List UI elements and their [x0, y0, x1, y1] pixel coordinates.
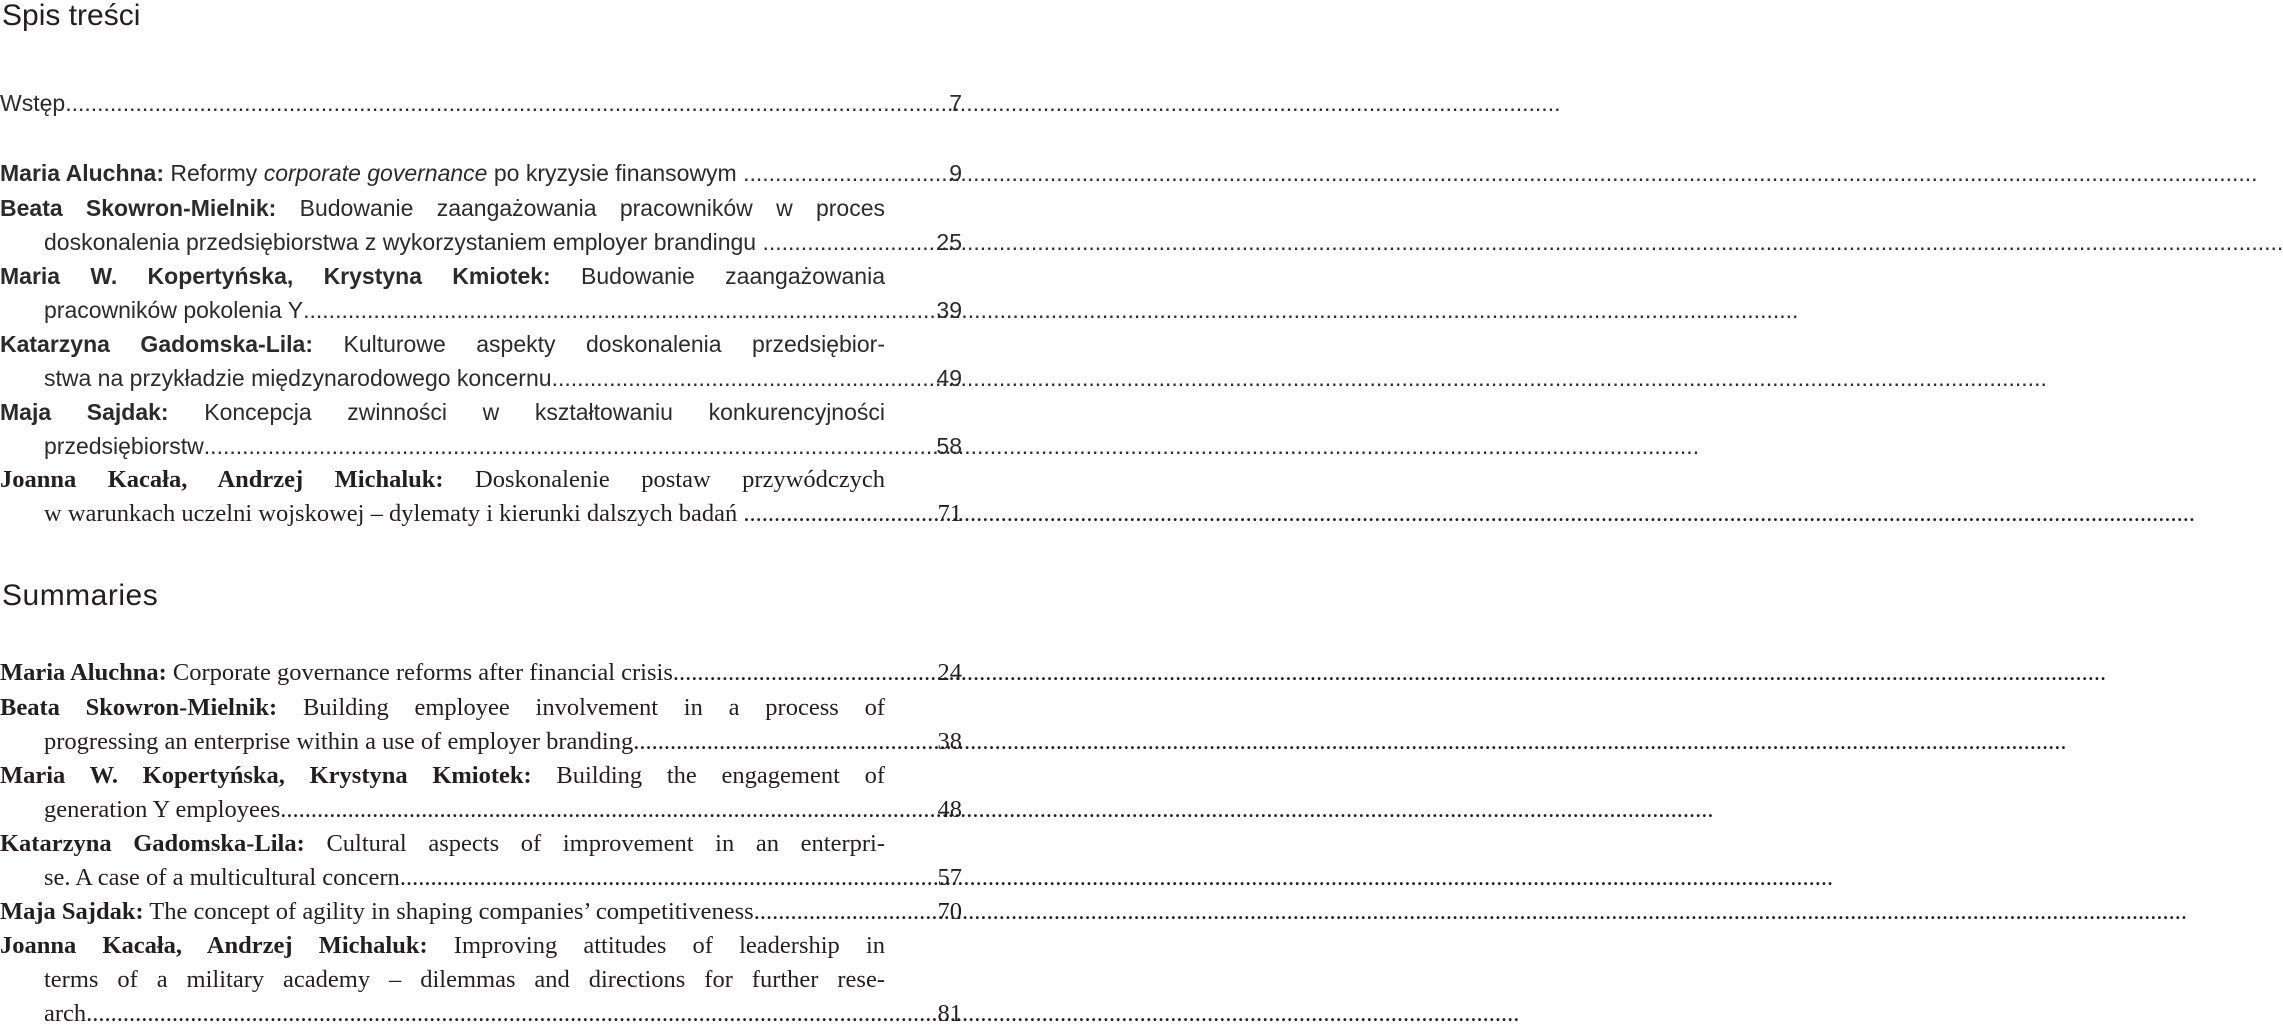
toc-entry-text: [0, 191, 885, 225]
leader-dots: [86, 997, 880, 1031]
summary-entry-line: [0, 827, 885, 861]
toc-entry-line: [0, 361, 960, 395]
summary-entry[interactable]: [0, 827, 960, 895]
entry-title: terms of a military academy – dilemmas and directions for further rese-: [44, 966, 885, 993]
document-page: [0, 0, 960, 1025]
page-number: 57: [937, 864, 962, 891]
page-number: 7: [949, 90, 962, 116]
page-number: 9: [949, 160, 962, 186]
entry-title-italic: corporate governance: [263, 160, 488, 186]
leader-dots: [400, 861, 880, 895]
author-name: Joanna Kacała, Andrzej Michaluk:: [0, 466, 444, 493]
summary-entry-line: [0, 725, 960, 759]
entry-title: pracowników pokolenia Y: [44, 297, 304, 323]
leader-dots: [303, 293, 880, 327]
toc-entry-text: [0, 327, 885, 361]
leader-dots: [633, 725, 880, 759]
author-name: Beata Skowron-Mielnik:: [0, 195, 277, 221]
leader-dots: [762, 497, 880, 531]
author-name: Katarzyna Gadomska-Lila:: [0, 830, 305, 857]
entry-title: doskonalenia przedsiębiorstwa z wykorzystaniem employer brandingu ....: [44, 229, 789, 255]
toc-entry-text: [0, 86, 65, 120]
summary-entry-line: [0, 929, 885, 963]
summary-entry-line: [0, 691, 885, 725]
page-number: 71: [937, 500, 962, 527]
page-number: 39: [936, 297, 962, 323]
toc-entry-line: [0, 225, 960, 259]
summary-entry-text: [44, 861, 400, 895]
summary-entry-text: [0, 929, 885, 963]
toc-entry-line: [0, 293, 960, 327]
summary-entry-text: [44, 963, 885, 997]
summaries-heading: Summaries: [2, 579, 159, 612]
summary-entry-text: [44, 725, 633, 759]
summary-entry-text: [0, 656, 673, 690]
leader-dots: [552, 361, 880, 395]
entry-title: Budowanie zaangażowania pracowników w proces: [276, 195, 886, 221]
summary-entry[interactable]: [0, 895, 960, 929]
summary-entry-line: [0, 793, 960, 827]
leader-dots: [788, 225, 880, 259]
author-name: Maria Aluchna:: [0, 160, 165, 186]
summary-entry-line: [0, 656, 960, 690]
page-number: 48: [937, 796, 962, 823]
author-name: Katarzyna Gadomska-Lila:: [0, 331, 313, 357]
leader-dots: [754, 895, 880, 929]
summary-entry-text: [0, 827, 885, 861]
leader-dots: [280, 793, 880, 827]
toc-entry-line: [0, 156, 960, 190]
page-number: 38: [937, 728, 962, 755]
author-name: Beata Skowron-Mielnik:: [0, 694, 278, 721]
toc-entry-text: [44, 429, 204, 463]
entry-title: Cultural aspects of improvement in an enterpri-: [304, 830, 885, 857]
entry-title: se. A case of a multicultural concern: [44, 864, 400, 891]
entry-title: Doskonalenie postaw przywódczych: [443, 466, 885, 493]
entry-title: arch: [44, 1000, 87, 1027]
leader-dots: [204, 429, 880, 463]
entry-title: Koncepcja zwinności w kształtowaniu konkurencyjności: [168, 399, 885, 425]
summary-entry[interactable]: [0, 929, 960, 1031]
summary-entry-text: [0, 691, 885, 725]
entry-title: progressing an enterprise within a use of employer branding: [44, 728, 634, 755]
toc-heading: Spis treści: [2, 0, 141, 32]
toc-entry[interactable]: [0, 86, 960, 120]
summary-entry-text: [0, 895, 754, 929]
summary-entry-line: [0, 861, 960, 895]
toc-entry-line: [0, 395, 885, 429]
toc-entry[interactable]: [0, 463, 960, 531]
entry-title: Kulturowe aspekty doskonalenia przedsiębior-: [312, 331, 885, 357]
entry-title: przedsiębiorstw: [44, 433, 204, 459]
toc-entry-line: [0, 327, 885, 361]
toc-entry[interactable]: [0, 191, 960, 259]
leader-dots: [762, 156, 880, 190]
page-number: 49: [936, 365, 962, 391]
entry-title: The concept of agility in shaping companies’ competitiveness: [143, 898, 754, 925]
toc-entry[interactable]: [0, 259, 960, 327]
entry-title: Wstęp: [0, 90, 66, 116]
entry-title: Reformy: [164, 160, 264, 186]
author-name: Joanna Kacała, Andrzej Michaluk:: [0, 932, 428, 959]
toc-entry-text: [0, 463, 885, 497]
summary-entry-text: [44, 793, 280, 827]
summary-entry-line: [0, 759, 885, 793]
toc-entry-line: [0, 191, 885, 225]
page-number: 25: [936, 229, 962, 255]
author-name: Maja Sajdak:: [0, 399, 169, 425]
entry-title: Building the engagement of: [531, 762, 885, 789]
entry-title: Building employee involvement in a process of: [277, 694, 885, 721]
toc-entry[interactable]: [0, 327, 960, 395]
author-name: Maja Sajdak:: [0, 898, 144, 925]
page-number: 58: [936, 433, 962, 459]
summary-entry-line: [0, 997, 960, 1031]
toc-entry-line: [0, 463, 885, 497]
entry-title: Budowanie zaangażowania: [550, 263, 885, 289]
toc-entry-line: [0, 259, 885, 293]
leader-dots: [673, 656, 880, 690]
summary-entry[interactable]: [0, 656, 960, 690]
toc-entry-line: [0, 497, 960, 531]
toc-entry-text: [0, 395, 885, 429]
toc-entry-line: [0, 86, 960, 120]
page-number: 70: [937, 898, 962, 925]
toc-entry-text: [44, 497, 762, 531]
author-name: Maria W. Kopertyńska, Krystyna Kmiotek:: [0, 263, 551, 289]
entry-title: Corporate governance reforms after financial crisis: [166, 659, 673, 686]
entry-title: w warunkach uczelni wojskowej – dylematy i kierunki dalszych badań ...: [44, 500, 762, 527]
page-number: 24: [937, 659, 962, 686]
entry-title: Improving attitudes of leadership in: [427, 932, 886, 959]
toc-entry-text: [44, 361, 552, 395]
page-number: 81: [937, 1000, 962, 1027]
entry-title: generation Y employees: [44, 796, 281, 823]
toc-entry[interactable]: [0, 156, 960, 190]
toc-entry-text: [0, 156, 762, 190]
author-name: Maria Aluchna:: [0, 659, 167, 686]
entry-title: po kryzysie finansowym ...: [487, 160, 763, 186]
summary-entry-text: [0, 759, 885, 793]
leader-dots: [65, 86, 880, 120]
summary-entry-line: [0, 963, 885, 997]
entry-title: stwa na przykładzie międzynarodowego koncernu: [44, 365, 552, 391]
summary-entry-text: [44, 997, 86, 1031]
toc-entry[interactable]: [0, 395, 960, 463]
author-name: Maria W. Kopertyńska, Krystyna Kmiotek:: [0, 762, 532, 789]
toc-entry-line: [0, 429, 960, 463]
toc-entry-text: [44, 225, 788, 259]
summary-entry[interactable]: [0, 691, 960, 759]
summary-entry-line: [0, 895, 960, 929]
summary-entry[interactable]: [0, 759, 960, 827]
toc-entry-text: [0, 259, 885, 293]
toc-entry-text: [44, 293, 303, 327]
